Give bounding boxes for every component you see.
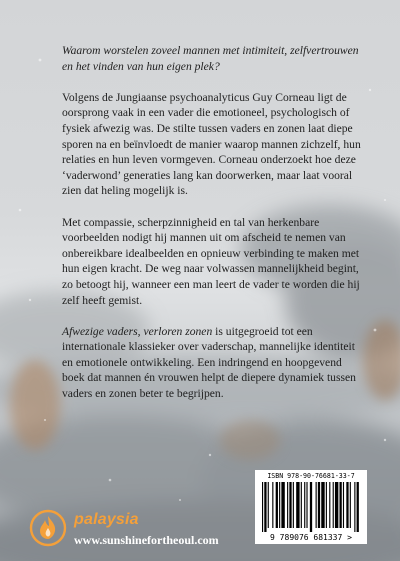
barcode-bar <box>264 482 266 532</box>
barcode-bar <box>279 482 280 528</box>
barcode-bar <box>329 482 330 528</box>
barcode-bar <box>262 482 263 532</box>
publisher-website: www.sunshinefortheoul.com <box>74 533 219 547</box>
back-cover-text <box>62 43 364 417</box>
body-paragraph-3-text: is uitgegroeid tot een internationale klassieker over vaderschap, mannelijke identiteit en emotionele ontwikkeling. Een indringend en hoopgevend boek dat mannen én vrouwen helpt de diepere dynamiek tussen vaders en zonen beter te begrijpen. <box>62 324 356 401</box>
publisher-name: palaysia <box>74 511 139 528</box>
barcode-bar <box>316 482 317 528</box>
barcode-bar <box>293 482 294 528</box>
flame-icon <box>28 508 68 548</box>
barcode-bar <box>326 482 327 528</box>
barcode-bar <box>335 482 338 528</box>
isbn-label: ISBN 978-90-76681-33-7 <box>267 472 355 480</box>
barcode-bars <box>262 482 360 532</box>
isbn-digits: 9 789076 681337 > <box>270 533 352 542</box>
barcode-bar <box>289 482 291 528</box>
barcode-bar <box>343 482 344 528</box>
barcode-bar <box>357 482 359 532</box>
publisher-logo <box>28 508 268 553</box>
body-paragraph-1: Volgens de Jungiaanse psychoanalyticus Guy Corneau ligt de oorsprong vaak in een vader die emotioneel, psychologisch of fysiek afwezig was. De stilte tussen vaders en zonen laat diepe sporen na en beïnvloedt de manier waarop mannen zichzelf, hun relaties en hun leven vormgeven. Corneau onderzoekt hoe deze ‘vaderwond’ generaties lang kan doorwerken, maar laat vooral zien dat heling mogelijk is. <box>62 90 361 198</box>
barcode-bar <box>287 482 288 528</box>
isbn-barcode <box>255 470 367 544</box>
barcode-bar <box>301 482 302 528</box>
barcode-bar <box>333 482 334 528</box>
barcode-bar <box>268 482 269 528</box>
barcode-bar <box>304 482 305 528</box>
barcode-bar <box>350 482 351 528</box>
barcode-bar <box>346 482 348 528</box>
body-paragraph-3 <box>62 324 364 402</box>
barcode-bar <box>272 482 273 528</box>
barcode-bar <box>296 482 299 528</box>
body-paragraph-2: Met compassie, scherpzinnigheid en tal van herkenbare voorbeelden nodigt hij mannen uit om afscheid te nemen van onbereikbare idealbeelden en opnieuw verbinding te maken met hun eigen kracht. De weg naar volwassen mannelijkheid begint, zo betoogt hij, wanneer een man leert de vader te worden die hij zelf heeft gemist. <box>62 215 360 307</box>
barcode-bar <box>354 482 355 532</box>
barcode-bar <box>318 482 320 528</box>
barcode-bar <box>339 482 341 528</box>
intro-question: Waarom worstelen zoveel mannen met intimiteit, zelfvertrouwen en het vinden van hun eigen plek? <box>62 44 359 73</box>
barcode-bar <box>276 482 278 528</box>
barcode-bar <box>306 482 307 528</box>
barcode-bar <box>321 482 324 528</box>
barcode-bar <box>281 482 284 528</box>
book-title: Afwezige vaders, verloren zonen <box>62 324 213 338</box>
barcode-bar <box>310 482 312 532</box>
